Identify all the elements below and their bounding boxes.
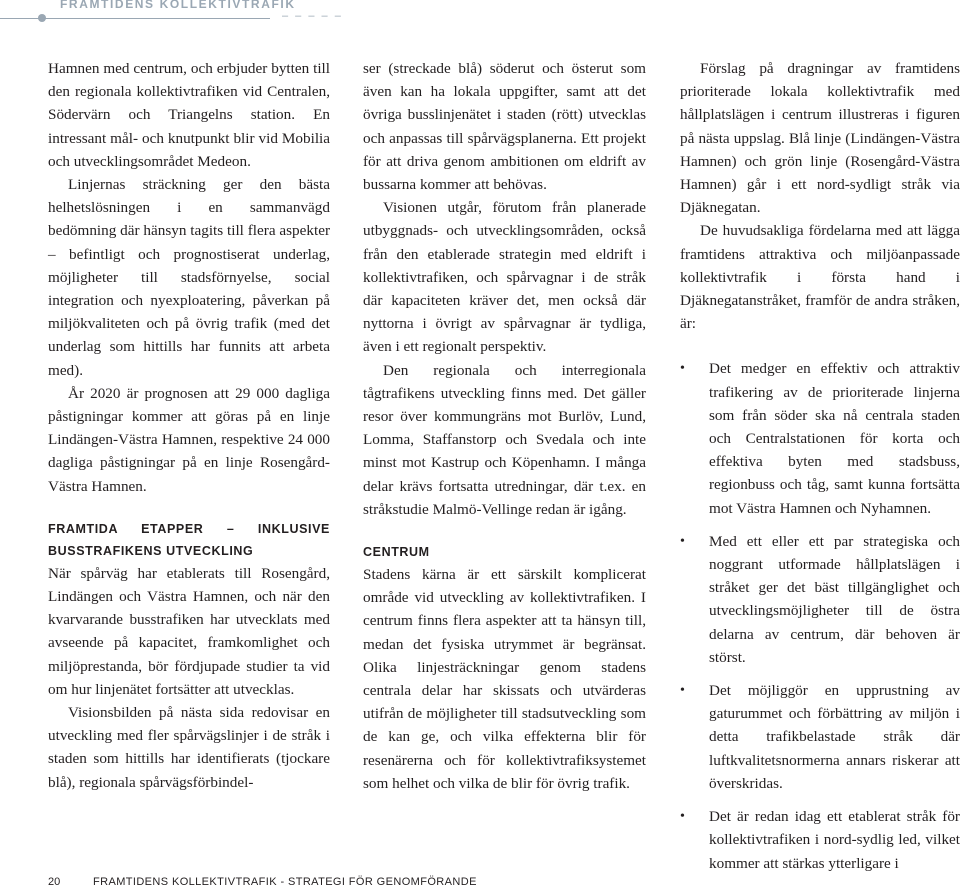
column-1 <box>48 57 330 794</box>
paragraph: År 2020 är prognosen att 29 000 dagliga påstigningar kommer att göras på en linje Lindängen-Västra Hamnen, respektive 24 000 dagliga påstigningar på en linje Rosengård-Västra Hamnen. <box>48 384 330 495</box>
paragraph: När spårväg har etablerats till Rosengård, Lindängen och Västra Hamnen, och när den kvarvarande busstrafiken har utvecklats med avseende på kapacitet, framkomlighet och miljöprestanda, bör fördjupade studier ta vid om hur linjenätet fortsätter att utvecklas. <box>48 564 330 698</box>
list-item <box>680 805 960 875</box>
bullet-icon: • <box>680 809 685 825</box>
bullet-list <box>680 357 960 874</box>
paragraph: Stadens kärna är ett särskilt komplicerat område vid utveckling av kollektivtrafiken. I centrum finns flera aspekter att ta hänsyn till, medan det fysiska utrymmet är begränsat. Olika linjesträckningar genom stadens centrala delar har skissats och utvärderas utifrån de möjligheter till stadsutveckling som de kan ge, och vilka effekterna blir för resenärerna och för kollektivtrafiksystemet som helhet och vilka de blir för övrig trafik. <box>363 566 646 792</box>
list-item-text: Det medger en effektiv och attraktiv trafikering av de prioriterade linjerna som från söder ska nå centrala staden och Centralstationen för korta och effektiva byten med stadsbuss, regionbuss och tåg, samt kunna fortsätta mot Västra Hamnen och Nyhamnen. <box>709 360 960 517</box>
page-footer <box>0 873 960 891</box>
list-item <box>680 357 960 519</box>
header-title: FRAMTIDENS KOLLEKTIVTRAFIK <box>60 0 296 11</box>
header-dashes: – – – – – <box>282 10 343 22</box>
bullet-icon: • <box>680 533 685 549</box>
bullet-icon: • <box>680 683 685 699</box>
paragraph: Hamnen med centrum, och erbjuder bytten till den regionala kollektivtrafiken vid Centralen, Södervärn och Triangelns station. En intressant mål- och knutpunkt blir vid Mobilia och utvecklingsområdet Medeon. <box>48 60 330 170</box>
section-heading: CENTRUM <box>363 545 430 560</box>
paragraph: Den regionala och interregionala tågtrafikens utveckling finns med. Det gäller resor över kommungräns mot Burlöv, Lund, Lomma, Staffanstorp och Svedala och inte minst mot Kastrup och Köpenhamn. I många delar krävs fortsatta utredningar, där t.ex. en stråkstudie Malmö-Vellinge redan är igång. <box>363 361 646 518</box>
list-item <box>680 679 960 795</box>
header-dot <box>38 14 46 22</box>
list-item-text: Med ett eller ett par strategiska och noggrant utformade hållplatslägen i stråket ger det bäst tillgänglighet och utvecklingsmöjligheter till de östra delarna av centrum, där behoven är störst. <box>709 532 960 666</box>
paragraph: De huvudsakliga fördelarna med att lägga framtidens attraktiva och miljöanpassade kollektivtrafik i första hand i Djäknegatanstråket, framför de andra stråken, är: <box>680 222 960 333</box>
paragraph: Förslag på dragningar av framtidens prioriterade lokala kollektivtrafik med hållplatslägen i centrum illustreras i figuren på nästa uppslag. Blå linje (Lindängen-Västra Hamnen) och grön linje (Rosengård-Västra Hamnen) går i ett nord-sydligt stråk via Djäknegatan. <box>680 60 960 217</box>
footer-title: FRAMTIDENS KOLLEKTIVTRAFIK - STRATEGI FÖR GENOMFÖRANDE <box>93 876 477 888</box>
page-number: 20 <box>48 876 61 888</box>
column-2 <box>363 57 646 795</box>
paragraph: Visionsbilden på nästa sida redovisar en utveckling med fler spårvägslinjer i de stråk i staden som hittills har identifierats (tjockare blå), regionala spårvägsförbindel- <box>48 704 330 791</box>
list-item-text: Det är redan idag ett etablerat stråk för kollektivtrafiken i nord-sydlig led, vilket kommer att stärkas ytterligare i <box>709 808 960 872</box>
bullet-icon: • <box>680 361 685 377</box>
list-item-text: Det möjliggör en upprustning av gaturummet och förbättring av miljön i detta trafikbelastade stråk där luftkvalitetsnormerna annars riskerar att överskridas. <box>709 682 960 792</box>
paragraph: Linjernas sträckning ger den bästa helhetslösningen i en sammanvägd bedömning där hänsyn tagits till flera aspekter – befintligt och prognostiserat underlag, möjligheter till stadsförnyelse, social integration och nyexploatering, påverkan på miljökvaliteten och på övrig trafik (med det underlag som hittills har funnits att arbeta med). <box>48 176 330 379</box>
page-header <box>0 0 960 26</box>
column-3 <box>680 57 960 885</box>
paragraph: ser (streckade blå) söderut och österut som även kan ha lokala uppgifter, samt att det övriga busslinjenätet i staden (rött) utvecklas och anpassas till spårvägsplanerna. Ett projekt för att driva genom ambitionen om eldrift av bussarna kommer att behövas. <box>363 60 646 194</box>
paragraph: Visionen utgår, förutom från planerade utbyggnads- och utvecklingsområden, också från den etablerade strategin med eldrift i kollektivtrafiken, och spårvagnar i de stråk där kapaciteten kräver det, men också där nyttorna i övrigt av spårvagnar är tydliga, även i ett regionalt perspektiv. <box>363 199 646 356</box>
section-heading: FRAMTIDA ETAPPER – INKLUSIVE BUSSTRAFIKENS UTVECKLING <box>48 521 330 558</box>
list-item <box>680 530 960 669</box>
